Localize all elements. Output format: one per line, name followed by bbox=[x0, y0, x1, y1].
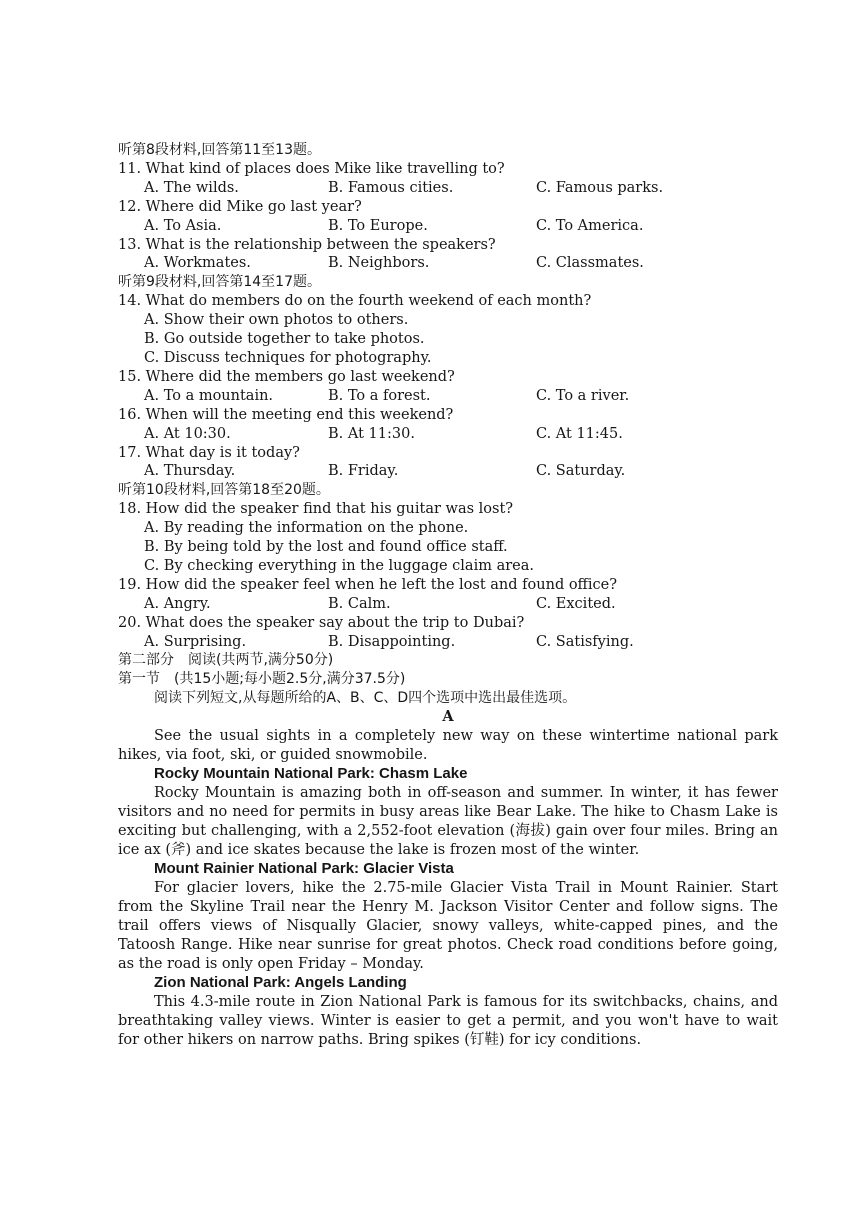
question-18 bbox=[118, 500, 778, 576]
question-12 bbox=[118, 198, 778, 236]
option-c: C. Classmates. bbox=[536, 255, 644, 272]
question-16 bbox=[118, 406, 778, 444]
question-text: 13. What is the relationship between the speakers? bbox=[118, 236, 496, 253]
option-a: A. To Asia. bbox=[144, 217, 222, 234]
park-description: Rocky Mountain is amazing both in off-season and summer. In winter, it has fewer visitors and no need for permits in busy areas like Bear Lake. The hike to Chasm Lake is exciting but challenging, with a 2,552-foot elevation (海拔) gain over four miles. Bring an ice ax (斧) and ice skates because the lake is frozen most of the winter. bbox=[118, 785, 778, 858]
question-14 bbox=[118, 292, 778, 368]
question-15 bbox=[118, 368, 778, 406]
options-row bbox=[118, 462, 778, 481]
options-row bbox=[118, 387, 778, 406]
park-description: For glacier lovers, hike the 2.75-mile Glacier Vista Trail in Mount Rainier. Start from the Skyline Trail near the Henry M. Jackson Visitor Center and follow signs. The trail offers views of Nisqually Glacier, snowy valleys, white-capped pines, and the Tatoosh Range. Hike near sunrise for great photos. Check road conditions before going, as the road is only open Friday – Monday. bbox=[118, 879, 778, 972]
question-text: 16. When will the meeting end this weekend? bbox=[118, 406, 454, 423]
options-row bbox=[118, 595, 778, 614]
option-c: C. Famous parks. bbox=[536, 179, 664, 196]
option-c: C. At 11:45. bbox=[536, 425, 623, 442]
question-11 bbox=[118, 160, 778, 198]
option-c: C. Saturday. bbox=[536, 463, 626, 480]
question-text: 18. How did the speaker find that his guitar was lost? bbox=[118, 501, 514, 518]
question-text: 17. What day is it today? bbox=[118, 444, 300, 461]
option-b: B. Friday. bbox=[328, 463, 399, 480]
question-19 bbox=[118, 576, 778, 614]
instruction: 阅读下列短文,从每题所给的A、B、C、D四个选项中选出最佳选项。 bbox=[154, 690, 577, 707]
park-heading: Zion National Park: Angels Landing bbox=[154, 973, 407, 991]
section-header: 听第10段材料,回答第18至20题。 bbox=[118, 482, 330, 499]
question-17 bbox=[118, 444, 778, 482]
page-content bbox=[118, 141, 778, 1050]
section-title: 第一节 (共15小题;每小题2.5分,满分37.5分) bbox=[118, 671, 406, 688]
options-row bbox=[118, 633, 778, 652]
option-c: C. Discuss techniques for photography. bbox=[144, 349, 432, 366]
park-heading: Mount Rainier National Park: Glacier Vista bbox=[154, 860, 454, 877]
options-row bbox=[118, 425, 778, 444]
option-b: B. By being told by the lost and found office staff. bbox=[144, 539, 508, 556]
option-c: C. To a river. bbox=[536, 387, 630, 404]
option-a: A. By reading the information on the phone. bbox=[144, 520, 469, 537]
question-text: 20. What does the speaker say about the trip to Dubai? bbox=[118, 614, 525, 631]
option-b: B. Calm. bbox=[328, 595, 391, 612]
option-a: A. Thursday. bbox=[144, 463, 236, 480]
options-row bbox=[118, 217, 778, 236]
option-a: A. At 10:30. bbox=[144, 425, 231, 442]
question-20 bbox=[118, 614, 778, 652]
option-c: C. To America. bbox=[536, 217, 644, 234]
option-c: C. Satisfying. bbox=[536, 633, 634, 650]
question-text: 14. What do members do on the fourth weekend of each month? bbox=[118, 293, 592, 310]
question-text: 12. Where did Mike go last year? bbox=[118, 198, 362, 215]
option-a: A. Show their own photos to others. bbox=[144, 312, 409, 329]
question-text: 15. Where did the members go last weekend? bbox=[118, 368, 455, 385]
option-b: B. Go outside together to take photos. bbox=[144, 331, 425, 348]
options-row bbox=[118, 179, 778, 198]
option-b: B. Disappointing. bbox=[328, 633, 456, 650]
option-b: B. To a forest. bbox=[328, 387, 431, 404]
park-description: This 4.3-mile route in Zion National Park is famous for its switchbacks, chains, and breathtaking valley views. Winter is easier to get a permit, and you won't have to wait for other hikers on narrow paths. Bring spikes (钉鞋) for icy conditions. bbox=[118, 993, 778, 1048]
option-b: B. To Europe. bbox=[328, 217, 428, 234]
option-c: C. Excited. bbox=[536, 595, 616, 612]
question-text: 19. How did the speaker feel when he left the lost and found office? bbox=[118, 576, 617, 593]
option-b: B. At 11:30. bbox=[328, 425, 415, 442]
option-c: C. By checking everything in the luggage claim area. bbox=[144, 557, 534, 574]
options-row bbox=[118, 254, 778, 273]
option-b: B. Neighbors. bbox=[328, 255, 430, 272]
passage-intro: See the usual sights in a completely new way on these wintertime national park hikes, via foot, ski, or guided snowmobile. bbox=[118, 728, 778, 764]
passage-label: A bbox=[442, 708, 454, 726]
option-a: A. Surprising. bbox=[144, 633, 247, 650]
section-header: 听第8段材料,回答第11至13题。 bbox=[118, 142, 321, 158]
question-text: 11. What kind of places does Mike like travelling to? bbox=[118, 160, 505, 177]
option-b: B. Famous cities. bbox=[328, 179, 454, 196]
part-title: 第二部分 阅读(共两节,满分50分) bbox=[118, 652, 334, 669]
option-a: A. The wilds. bbox=[144, 179, 239, 196]
option-a: A. Angry. bbox=[144, 595, 211, 612]
section-header: 听第9段材料,回答第14至17题。 bbox=[118, 274, 321, 291]
option-a: A. To a mountain. bbox=[144, 387, 274, 404]
question-13 bbox=[118, 236, 778, 274]
park-heading: Rocky Mountain National Park: Chasm Lake bbox=[154, 765, 468, 783]
option-a: A. Workmates. bbox=[144, 255, 251, 272]
